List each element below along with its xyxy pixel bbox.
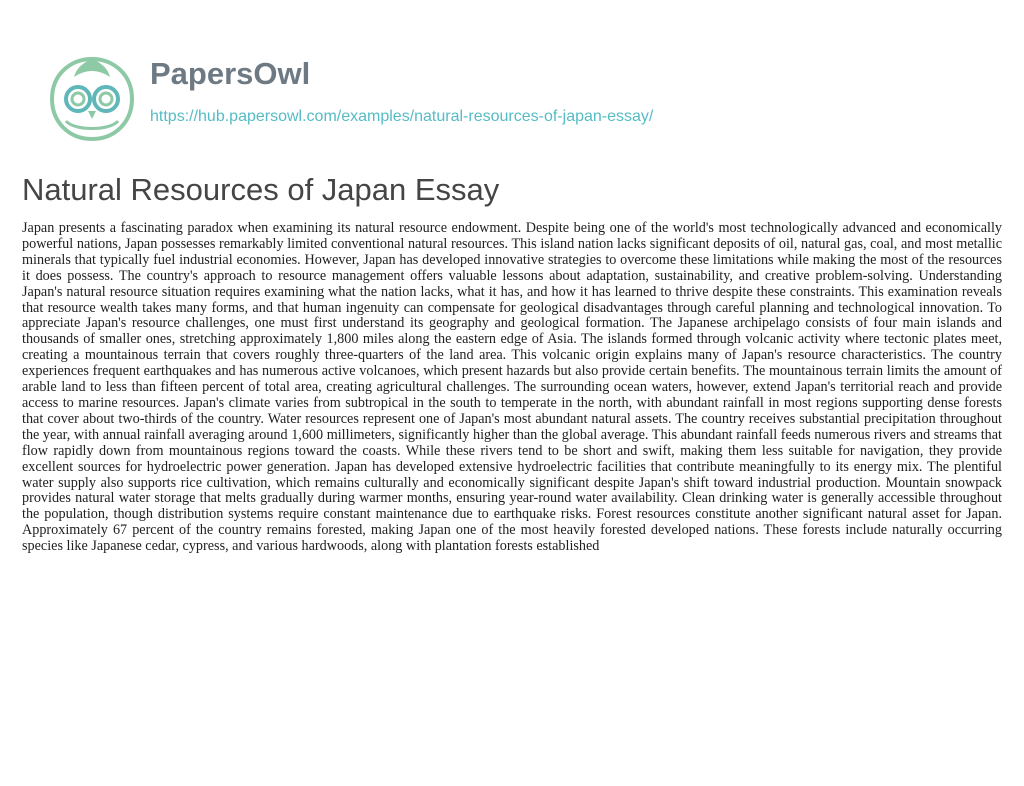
page-url-link[interactable]: https://hub.papersowl.com/examples/natural-resources-of-japan-essay/ bbox=[150, 108, 654, 125]
owl-logo-icon[interactable] bbox=[48, 55, 136, 143]
essay-body: Japan presents a fascinating paradox when examining its natural resource endowment. Despite being one of the world's most technologically advanced and economically powerful nations, Japan possesses remarkably limited conventional natural resources. This island nation lacks significant deposits of oil, natural gas, coal, and most metallic minerals that typically fuel industrial economies. However, Japan has developed innovative strategies to overcome these limitations while making the most of the resources it does possess. The country's approach to resource management offers valuable lessons about adaptation, sustainability, and creative problem-solving. Understanding Japan's natural resource situation requires examining what the nation lacks, what it has, and how it has learned to thrive despite these constraints. This examination reveals that resource wealth takes many forms, and that human ingenuity can compensate for geological disadvantages through careful planning and technological innovation. To appreciate Japan's resource challenges, one must first understand its geography and geological formation. The Japanese archipelago consists of four main islands and thousands of smaller ones, stretching approximately 1,800 miles along the eastern edge of Asia. The islands formed through volcanic activity where tectonic plates meet, creating a mountainous terrain that covers roughly three-quarters of the land area. This volcanic origin explains many of Japan's resource characteristics. The country experiences frequent earthquakes and has numerous active volcanoes, which present hazards but also provide certain benefits. The mountainous terrain limits the amount of arable land to less than fifteen percent of total area, creating agricultural challenges. The surrounding ocean waters, however, extend Japan's territorial reach and provide access to marine resources. Japan's climate varies from subtropical in the south to temperate in the north, with abundant rainfall in most regions supporting dense forests that cover about two-thirds of the country. Water resources represent one of Japan's most abundant natural assets. The country receives substantial precipitation throughout the year, with annual rainfall averaging around 1,600 millimeters, significantly higher than the global average. This abundant rainfall feeds numerous rivers and streams that flow rapidly down from mountainous regions toward the coasts. While these rivers tend to be short and swift, making them less suitable for navigation, they provide excellent sources for hydroelectric power generation. Japan has developed extensive hydroelectric facilities that contribute meaningfully to its energy mix. The plentiful water supply also supports rice cultivation, which remains culturally and economically significant despite Japan's shift toward industrial production. Mountain snowpack provides natural water storage that melts gradually during warmer months, ensuring year-round water availability. Clean drinking water is generally accessible throughout the population, though distribution systems require constant maintenance due to earthquake risks. Forest resources constitute another significant natural asset for Japan. Approximately 67 percent of the country remains forested, making Japan one of the most heavily forested developed nations. These forests include naturally occurring species like Japanese cedar, cypress, and various hardwoods, along with plantation forests established bbox=[22, 220, 1002, 555]
site-header bbox=[0, 0, 1024, 155]
essay-title: Natural Resources of Japan Essay bbox=[22, 172, 500, 207]
brand-name[interactable]: PapersOwl bbox=[150, 56, 311, 91]
